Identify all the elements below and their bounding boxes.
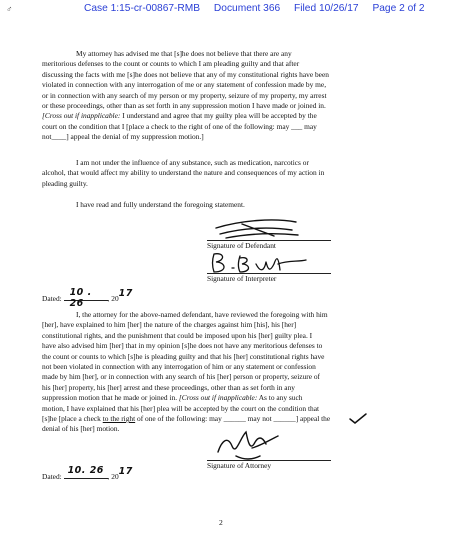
paragraph-attorney-advice: My attorney has advised me that [s]he does not believe that there are any meritorious defenses to the count or counts to which I am pleading guilty and that after discussing the facts with me [s]he does not believe that any of my constitutional rights have been violated in connection with any interrogation of me or any statement of confession made by me, or in connection with any search of my person or my property, seizure of my property, my arrest or these proceedings, other than as set forth in any suppression motion I have made or joined in. [Cross out if inapplicable: I understand and agree that my guilty plea will be accepted by the court on the condition that I [place a check to the right of one of the following: may ___ may not____] appeal the denial of my suppression motion.] xyxy=(42,49,329,142)
date-1: Dated: 10 . 26 , 20 17 xyxy=(42,287,133,309)
date-1-handwritten-month-day: 10 . 26 xyxy=(69,287,92,309)
may-not-checkmark xyxy=(348,413,368,425)
case-number: Case 1:15-cr-00867-RMB xyxy=(84,3,201,14)
page-of: Page 2 of 2 xyxy=(372,3,425,14)
paragraph-attorney-certification: I, the attorney for the above-named defendant, have reviewed the foregoing with him [her], have explained to him [her] the nature of the charges against him [his], his [her] constitutional rights, and the punishment that could be imposed upon his [her] guilty plea. I have also advised him [her] that in my opinion [s]he does not have any meritorious defenses to the count or counts to which [s]he is pleading guilty and that his [her] constitutional rights have not been violated in connection with any interrogation of him or any statement or confession made by him [her], or in connection with any search of his [her] person or property, seizure of his [her] property, his [her] arrest and these proceedings, other than as set forth in any suppression motion that he made or joined in. [Cross out if inapplicable: As to any such motion, I have explained that his [her] plea will be accepted by the court on the condition that [s]he [place a check to the right of one of the following: may ______ may not ______] appeal the denial of his [her] motion. xyxy=(42,310,331,434)
filed-date: Filed 10/26/17 xyxy=(294,3,359,14)
page-number: 2 xyxy=(219,518,223,527)
date-1-handwritten-year: 17 xyxy=(118,288,133,299)
date-2-month-day-blank xyxy=(64,465,108,479)
document-number: Document 366 xyxy=(213,3,281,14)
paragraph-read-and-understand: I have read and fully understand the foregoing statement. xyxy=(76,200,245,209)
attorney-signature-image xyxy=(212,426,282,464)
date-2: Dated: 10. 26 , 20 17 xyxy=(42,465,133,481)
interpreter-signature-label: Signature of Interpreter xyxy=(207,274,277,283)
paragraph-not-under-influence: I am not under the influence of any substance, such as medication, narcotics or alcohol, that would affect my ability to understand the nature and consequences of my action in pleading guilty. xyxy=(42,158,325,188)
attorney-signature-label: Signature of Attorney xyxy=(207,461,272,470)
date-2-handwritten-year: 17 xyxy=(118,466,133,477)
date-1-month-day-blank xyxy=(64,287,108,309)
date-2-handwritten-month-day: 10. 26 xyxy=(67,465,104,476)
defendant-signature-label: Signature of Defendant xyxy=(207,241,276,250)
ecf-header xyxy=(84,3,444,14)
scan-corner-mark: ♂ xyxy=(5,3,14,15)
